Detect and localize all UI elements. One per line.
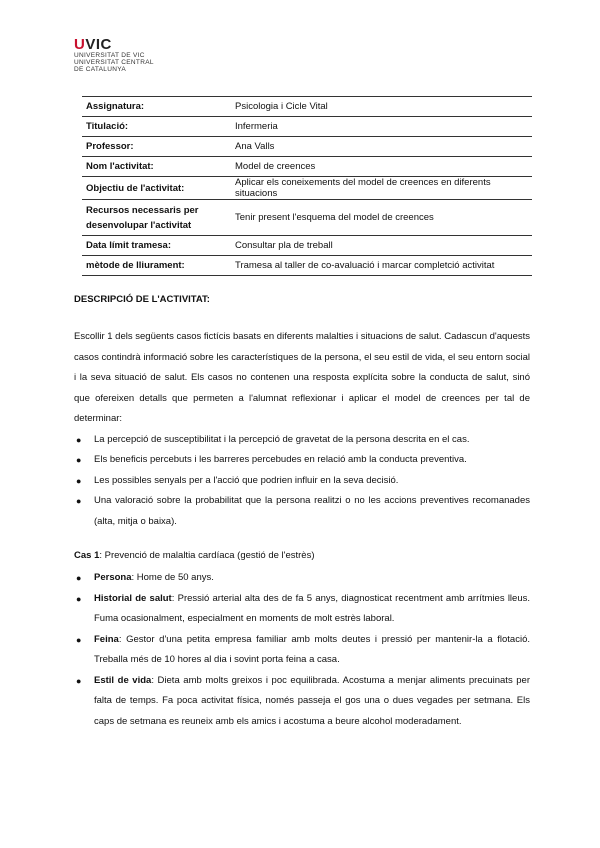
list-item: ● La percepció de susceptibilitat i la percepció de gravetat de la persona descrita en el cas.: [74, 430, 530, 451]
table-row: Nom l'activitat: Model de creences: [82, 157, 532, 177]
bullet-icon: ●: [76, 496, 82, 506]
table-row: Recursos necessaris per desenvolupar l'activitat Tenir present l'esquema del model de creences: [82, 200, 532, 236]
case-1-title: Cas 1: Prevenció de malaltia cardíaca (gestió de l'estrès): [74, 550, 315, 561]
intro-paragraph: Escollir 1 dels següents casos fictícis basats en diferents malalties i situacions de salut. Cadascun d'aquests casos contindrà informació sobre les característiques de la persona, el seu estil de vida, el seu entorn social i la seva situació de salut. Els casos no contenen una resposta explícita sobre la conducta de salut, sinó que ofereixen detalls que permeten a l'alumnat reflexionar i aplicar el model de creences per tal de determinar:: [74, 331, 530, 424]
university-logo: [74, 38, 154, 73]
bullet-icon: ●: [76, 634, 82, 645]
case-1-details: [74, 568, 530, 732]
table-row: Objectiu de l'activitat: Aplicar els coneixements del model de creences en diferents situacions: [82, 177, 532, 200]
table-row: Assignatura: Psicologia i Cicle Vital: [82, 97, 532, 117]
list-item: ● Les possibles senyals per a l'acció que podrien influir en la seva decisió.: [74, 471, 530, 492]
list-item: ● Estil de vida: Dieta amb molts greixos i poc equilibrada. Acostuma a menjar aliments precuinats per falta de temps. Fa poca activitat física, només passeja el gos una o dues vegades per setmana. Els caps de setmana es reuneix amb els amics i acostuma a beure alcohol moderadament.: [74, 671, 530, 733]
activity-description: [74, 293, 530, 732]
determination-list: [74, 430, 530, 533]
bullet-icon: ●: [76, 455, 82, 465]
list-item: ● Persona: Home de 50 anys.: [74, 568, 530, 589]
list-item: ● Una valoració sobre la probabilitat que la persona realitzi o no les accions preventives recomanades (alta, mitja o baixa).: [74, 491, 530, 532]
bullet-icon: ●: [76, 434, 82, 445]
activity-info-table: [82, 96, 532, 276]
list-item: ● Feina: Gestor d'una petita empresa familiar amb molts deutes i pressió per mantenir-la a flotació. Treballa més de 10 hores al dia i sovint porta feina a casa.: [74, 630, 530, 671]
logo-text: UNIVERSITAT DE VIC UNIVERSITAT CENTRAL DE CATALUNYA: [74, 52, 154, 73]
table-row: mètode de lliurament: Tramesa al taller de co-avaluació i marcar completció activitat: [82, 256, 532, 276]
section-heading: DESCRIPCIÓ DE L'ACTIVITAT:: [74, 294, 210, 305]
logo-mark: UVIC: [74, 36, 112, 53]
bullet-icon: ●: [76, 675, 82, 686]
bullet-icon: ●: [76, 475, 82, 486]
bullet-icon: ●: [76, 573, 82, 583]
bullet-icon: ●: [76, 593, 82, 604]
list-item: ● Els beneficis percebuts i les barreres percebudes en relació amb la conducta preventiva.: [74, 450, 530, 471]
table-row: Titulació: Infermeria: [82, 117, 532, 137]
list-item: ● Historial de salut: Pressió arterial alta des de fa 5 anys, diagnosticat recentment amb arrítmies lleus. Fuma ocasionalment, especialment en moments de molt estrès laboral.: [74, 589, 530, 630]
table-row: Data límit tramesa: Consultar pla de treball: [82, 236, 532, 256]
table-row: Professor: Ana Valls: [82, 137, 532, 157]
